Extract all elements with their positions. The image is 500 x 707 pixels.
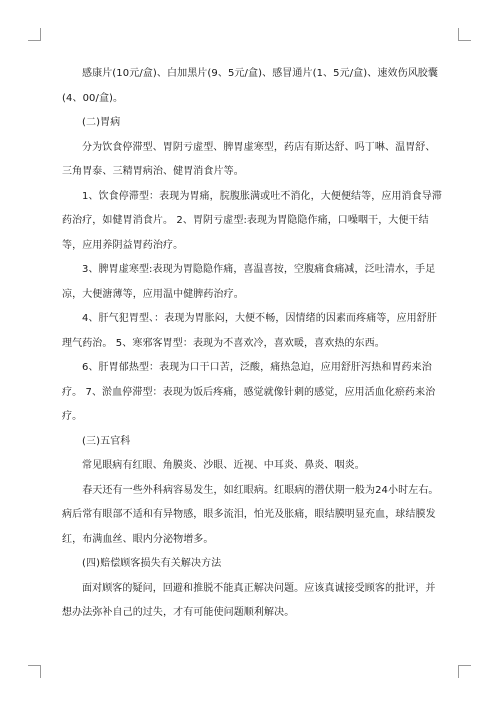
document-body <box>62 62 444 626</box>
paragraph-cold-medicine-prices: 感康片(10元/盒)、白加黑片(9、5元/盒)、感冒通片(1、5元/盒)、速效伤风胶囊(4、00/盒)。 <box>62 68 438 104</box>
crop-mark-top-left <box>28 28 41 41</box>
paragraph-stomach-types: 分为饮食停滞型、胃阴亏虚型、脾胃虚寒型，药店有斯达舒、吗丁啉、温胃舒、三角胃泰、三精胃病治、健胃消食片等。 <box>62 141 436 177</box>
paragraph-eye-diseases: 常见眼病有红眼、角膜炎、沙眼、近视、中耳炎、鼻炎、咽炎。 <box>82 460 365 471</box>
crop-mark-bottom-right <box>458 665 471 678</box>
crop-mark-bottom-left <box>28 665 41 678</box>
section-heading-ent: (三)五官科 <box>82 435 131 447</box>
paragraph-pink-eye: 春天还有一些外科病容易发生，如红眼病。红眼病的潜伏期一般为24小时左右。病后常有眼部不适和有异物感，眼多流泪，怕光及胀痛，眼结膜明显充血，球结膜发红，布满血丝、眼内分泌物增多。 <box>62 484 439 545</box>
section-heading-stomach: (二)胃病 <box>82 117 121 128</box>
paragraph-customer-handling: 面对顾客的疑问，回避和推脱不能真正解决问题。应该真诚接受顾客的批评，并想办法弥补自己的过失，才有可能使问题顺利解决。 <box>62 582 436 618</box>
crop-mark-top-right <box>458 28 471 41</box>
section-heading-compensation: (四)赔偿顾客损失有关解决方法 <box>82 558 222 569</box>
paragraph-stomach-type-3: 3、脾胃虚寒型:表现为胃隐隐作痛，喜温喜按，空腹痛食痛减，泛吐清水，手足凉，大便溏薄等，应用温中健脾药治疗。 <box>62 264 436 300</box>
paragraph-stomach-type-6-7: 6、肝胃郁热型：表现为口干口苦，泛酸，痛热急迫，应用舒肝泻热和胃药来治疗。 7、淤血停滞型：表现为饭后疼痛，感觉就像针刺的感觉，应用活血化瘀药来治疗。 <box>62 362 436 422</box>
paragraph-stomach-type-4-5: 4、肝气犯胃型、：表现为胃胀闷，大便不畅，因情绪的因素而疼痛等，应用舒肝理气药治。 5、寒邪客胃型：表现为不喜欢冷，喜欢暖，喜欢热的东西。 <box>62 313 437 349</box>
paragraph-stomach-type-1-2: 1、饮食停滞型：表现为胃痛，脘腹胀满或吐不消化，大便便结等，应用消食导滞药治疗，如健胃消食片。 2、胃阴亏虚型:表现为胃隐隐作痛，口噪咽干，大便干结等，应用养阴益胃药治疗。 <box>62 190 442 251</box>
